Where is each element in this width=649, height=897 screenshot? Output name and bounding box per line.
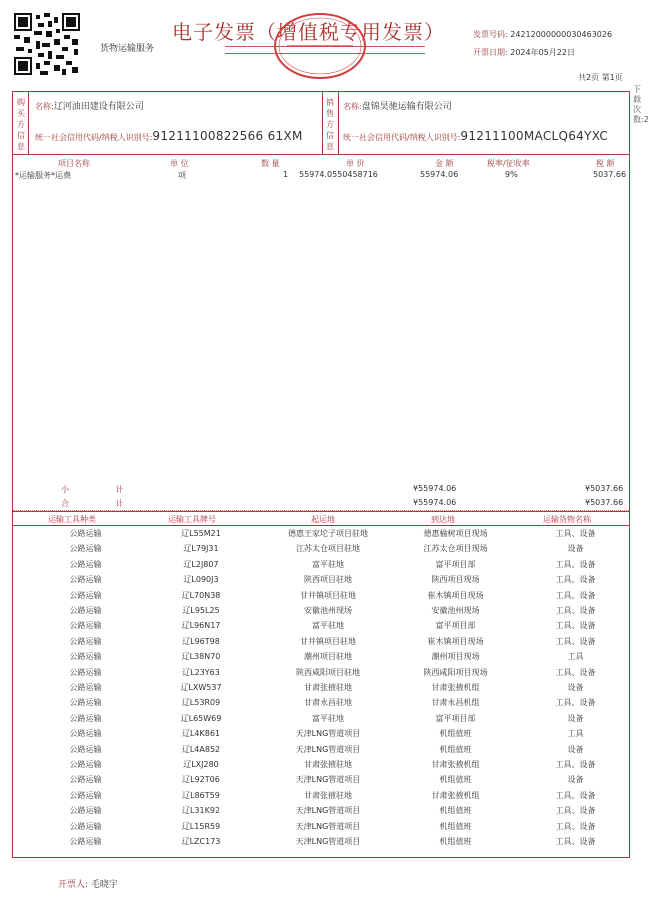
transport-origin: 甘肃张掖驻地 xyxy=(304,760,352,769)
buyer-name-label: 名称: xyxy=(35,102,54,111)
transport-plate: 辽L96T98 xyxy=(182,636,220,646)
transport-plate: 辽L4A852 xyxy=(181,744,221,754)
item-rate: 9% xyxy=(505,170,518,179)
invoice-no: 24212000000030463026 xyxy=(510,30,613,39)
transport-table xyxy=(13,512,629,858)
transport-type: 公路运输 xyxy=(69,606,102,615)
transport-type: 公路运输 xyxy=(69,636,102,646)
transport-type: 公路运输 xyxy=(69,652,102,662)
transport-dest: 机组值班 xyxy=(439,806,472,816)
transport-goods: 设备 xyxy=(567,544,584,554)
transport-origin: 陕西项目驻地 xyxy=(304,575,352,585)
transport-plate: 辽L2J807 xyxy=(183,559,219,569)
transport-origin: 天津LNG管道项目 xyxy=(295,729,361,739)
transport-goods: 工具、设备 xyxy=(555,837,596,846)
seller-name-label: 名称: xyxy=(343,102,362,111)
invoice-frame xyxy=(12,91,630,858)
transport-origin: 天津LNG管道项目 xyxy=(295,837,361,846)
transport-dest: 陕西项目现场 xyxy=(431,575,480,585)
transport-goods: 工具、设备 xyxy=(555,698,596,708)
transport-goods: 工具、设备 xyxy=(555,529,596,538)
buyer-section-label: 购买方信息 xyxy=(17,98,25,151)
transport-plate: 辽L95L25 xyxy=(182,606,220,615)
transport-plate: 辽L86T59 xyxy=(182,790,220,800)
col-goods: 运输货物名称 xyxy=(543,515,591,524)
col-unit: 单 位 xyxy=(170,159,189,168)
transport-plate: 辽L090J3 xyxy=(183,575,219,585)
transport-plate: 辽L4K861 xyxy=(181,729,221,739)
col-item-name: 项目名称 xyxy=(58,159,90,168)
transport-type: 公路运输 xyxy=(69,621,102,631)
page-info: 共2页 第1页 xyxy=(578,73,623,82)
transport-type: 公路运输 xyxy=(69,729,102,739)
subtotal-label: 小 计 xyxy=(61,485,146,494)
transport-plate: 辽L15R59 xyxy=(181,821,221,831)
buyer-name: 辽河油田建设有限公司 xyxy=(53,102,144,112)
transport-plate: 辽L79J31 xyxy=(183,544,219,554)
transport-dest: 潮州项目现场 xyxy=(431,652,480,662)
transport-type: 公路运输 xyxy=(69,529,102,538)
transport-row xyxy=(13,541,629,556)
transport-plate: 辽L96N17 xyxy=(181,621,221,631)
transport-row xyxy=(13,649,629,664)
item-unit: 项 xyxy=(178,171,186,180)
transport-type: 公路运输 xyxy=(69,744,102,754)
transport-origin: 潮州项目驻地 xyxy=(304,652,352,662)
transport-plate: 辽LXW537 xyxy=(180,683,222,692)
transport-goods: 工具、设备 xyxy=(555,621,596,631)
transport-plate: 辽L23Y63 xyxy=(182,667,220,677)
tax-seal-icon xyxy=(273,12,367,80)
transport-type: 公路运输 xyxy=(69,837,102,846)
transport-dest: 富平项目部 xyxy=(435,559,476,569)
transport-origin: 江苏太仓项目驻地 xyxy=(296,544,360,554)
transport-plate: 辽L92T06 xyxy=(182,775,220,785)
transport-goods: 工具、设备 xyxy=(555,606,596,615)
transport-dest: 甘肃张掖机组 xyxy=(431,790,480,800)
transport-type: 公路运输 xyxy=(69,713,102,723)
seller-tax-id: 91211100MACLQ64YXC xyxy=(460,129,609,143)
transport-row xyxy=(13,757,629,772)
download-count: 下载次数:2 xyxy=(633,85,649,124)
transport-dest: 机组值班 xyxy=(439,729,472,739)
item-price: 55974.0550458716 xyxy=(299,170,378,179)
transport-goods: 工具 xyxy=(567,729,584,739)
transport-goods: 工具 xyxy=(567,652,584,662)
transport-dest: 富平项目部 xyxy=(435,713,476,723)
transport-origin: 天津LNG管道项目 xyxy=(295,775,361,785)
invoice-title: 电子发票（增值税专用发票） xyxy=(172,20,445,44)
invoice-no-label: 发票号码: xyxy=(473,30,508,39)
transport-plate: 辽L31K92 xyxy=(181,806,221,816)
subtotal-amount: ¥55974.06 xyxy=(413,484,457,493)
transport-row xyxy=(13,526,629,541)
transport-row xyxy=(13,742,629,757)
transport-dest: 甘肃永昌机组 xyxy=(431,698,480,708)
col-transport-type: 运输工具种类 xyxy=(48,515,96,524)
transport-goods: 设备 xyxy=(567,683,584,692)
transport-goods: 工具、设备 xyxy=(555,821,596,831)
transport-row xyxy=(13,634,629,649)
transport-origin: 天津LNG管道项目 xyxy=(295,806,361,816)
transport-origin: 天津LNG管道项目 xyxy=(295,744,361,754)
transport-origin: 富平驻地 xyxy=(312,621,344,631)
transport-dest: 崔木镇项目现场 xyxy=(427,590,484,600)
transport-dest: 富平项目部 xyxy=(435,621,476,631)
total-label: 合 计 xyxy=(61,499,146,508)
transport-origin: 甘肃张掖驻地 xyxy=(304,683,352,692)
qr-code xyxy=(14,13,80,75)
transport-type: 公路运输 xyxy=(69,806,102,816)
transport-plate: 辽L55M21 xyxy=(181,529,221,538)
transport-goods: 工具、设备 xyxy=(555,790,596,800)
transport-origin: 陕西咸阳项目驻地 xyxy=(296,667,360,677)
transport-type: 公路运输 xyxy=(69,790,102,800)
item-name: *运输服务*运费 xyxy=(15,171,71,180)
transport-plate: 辽L65W69 xyxy=(180,713,222,723)
transport-dest: 德惠榆树项目现场 xyxy=(423,529,488,538)
transport-dest: 甘肃张掖机组 xyxy=(431,683,480,692)
transport-row xyxy=(13,557,629,572)
transport-origin: 天津LNG管道项目 xyxy=(295,821,361,831)
transport-goods: 工具、设备 xyxy=(555,559,596,569)
transport-type: 公路运输 xyxy=(69,575,102,585)
transport-row xyxy=(13,819,629,834)
transport-row xyxy=(13,711,629,726)
transport-plate: 辽L38N70 xyxy=(181,652,221,662)
transport-dest: 机组值班 xyxy=(439,775,472,785)
invoice-kind: 货物运输服务 xyxy=(100,44,155,54)
transport-dest: 崔木镇项目现场 xyxy=(427,636,484,646)
transport-goods: 设备 xyxy=(567,775,584,785)
transport-dest: 机组值班 xyxy=(439,837,472,846)
transport-goods: 工具、设备 xyxy=(555,667,596,677)
issue-date-label: 开票日期: xyxy=(473,48,508,57)
transport-dest: 陕西咸阳项目现场 xyxy=(423,667,488,677)
issuer-label: 开票人: xyxy=(58,880,89,890)
transport-origin: 富平驻地 xyxy=(312,559,344,569)
col-qty: 数 量 xyxy=(261,159,280,168)
issuer-name: 毛晓宇 xyxy=(90,880,118,890)
transport-origin: 甘肃张掖驻地 xyxy=(304,790,352,800)
transport-type: 公路运输 xyxy=(69,760,102,769)
transport-goods: 工具、设备 xyxy=(555,590,596,600)
transport-plate: 辽L70N38 xyxy=(181,590,221,600)
transport-row xyxy=(13,603,629,618)
transport-goods: 工具、设备 xyxy=(555,575,596,585)
transport-goods: 工具、设备 xyxy=(555,806,596,816)
transport-goods: 工具、设备 xyxy=(555,760,596,769)
transport-goods: 工具、设备 xyxy=(555,636,596,646)
seller-tax-label: 统一社会信用代码/纳税人识别号: xyxy=(343,133,461,142)
transport-type: 公路运输 xyxy=(69,698,102,708)
item-qty: 1 xyxy=(283,170,289,179)
col-rate: 税率/征收率 xyxy=(487,159,530,168)
col-dest: 到达地 xyxy=(431,515,455,524)
total-tax: ¥5037.66 xyxy=(585,498,624,507)
buyer-tax-id: 91211100822566 61XM xyxy=(152,129,303,143)
transport-row xyxy=(13,572,629,587)
transport-origin: 甘井镇项目驻地 xyxy=(300,590,356,600)
transport-origin: 富平驻地 xyxy=(312,713,344,723)
transport-row xyxy=(13,803,629,818)
transport-type: 公路运输 xyxy=(69,821,102,831)
transport-row xyxy=(13,588,629,603)
transport-row xyxy=(13,772,629,787)
transport-dest: 机组值班 xyxy=(439,744,472,754)
transport-plate: 辽L53R09 xyxy=(181,698,221,708)
transport-row xyxy=(13,618,629,633)
transport-row xyxy=(13,695,629,710)
seller-section-label: 销售方信息 xyxy=(326,98,334,151)
issue-date: 2024年05月22日 xyxy=(510,48,575,57)
buyer-tax-label: 统一社会信用代码/纳税人识别号: xyxy=(35,133,153,142)
transport-row xyxy=(13,680,629,695)
transport-origin: 德惠王家坨子项目驻地 xyxy=(288,529,368,538)
transport-dest: 安徽池州现场 xyxy=(431,606,480,615)
transport-plate: 辽LXJ280 xyxy=(183,760,219,769)
seller-name: 盘锦昊驰运输有限公司 xyxy=(361,102,452,112)
transport-type: 公路运输 xyxy=(69,559,102,569)
col-plate: 运输工具牌号 xyxy=(168,515,216,524)
item-amount: 55974.06 xyxy=(420,170,459,179)
transport-origin: 安徽池州现场 xyxy=(304,606,352,615)
item-tax: 5037.66 xyxy=(593,170,627,179)
transport-row xyxy=(13,665,629,680)
transport-row xyxy=(13,834,629,849)
transport-plate: 辽LZC173 xyxy=(181,837,221,846)
transport-type: 公路运输 xyxy=(69,683,102,692)
transport-type: 公路运输 xyxy=(69,775,102,785)
transport-row xyxy=(13,788,629,803)
transport-type: 公路运输 xyxy=(69,667,102,677)
col-price: 单 价 xyxy=(346,159,365,168)
subtotal-tax: ¥5037.66 xyxy=(585,484,624,493)
transport-type: 公路运输 xyxy=(69,544,102,554)
transport-dest: 江苏太仓项目现场 xyxy=(423,544,488,554)
transport-goods: 设备 xyxy=(567,713,584,723)
transport-type: 公路运输 xyxy=(69,590,102,600)
col-origin: 起运地 xyxy=(311,515,335,524)
col-tax: 税 额 xyxy=(596,159,615,168)
transport-dest: 甘肃张掖机组 xyxy=(431,760,480,769)
total-amount: ¥55974.06 xyxy=(413,498,457,507)
col-amount: 金 额 xyxy=(435,159,454,168)
transport-origin: 甘肃永昌驻地 xyxy=(304,698,352,708)
transport-goods: 设备 xyxy=(567,744,584,754)
transport-row xyxy=(13,726,629,741)
transport-dest: 机组值班 xyxy=(439,821,472,831)
transport-origin: 甘井镇项目驻地 xyxy=(300,636,356,646)
